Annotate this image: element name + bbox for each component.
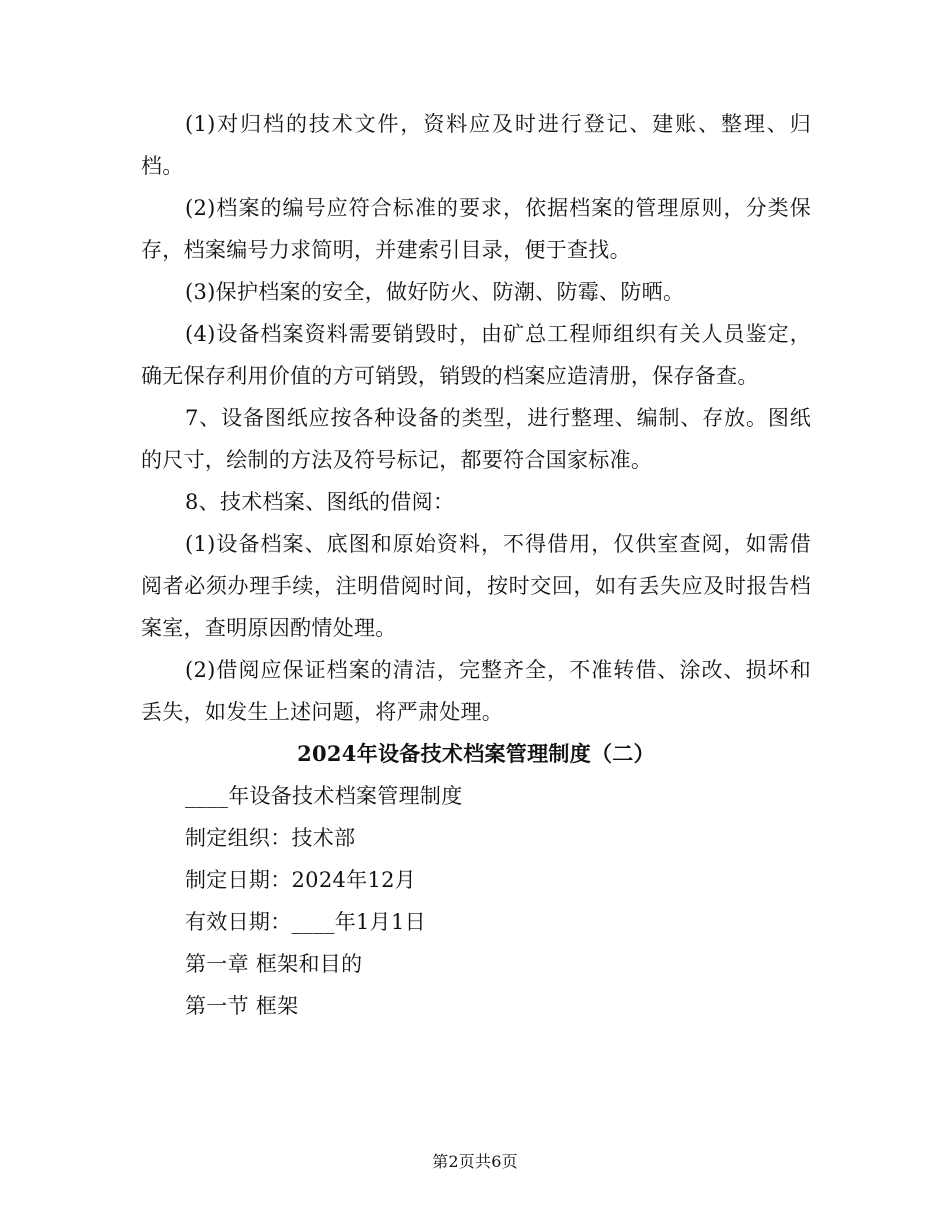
meta-line-organization: 制定组织：技术部 xyxy=(185,826,356,850)
meta-line-issue-date: 制定日期：2024年12月 xyxy=(185,868,417,892)
paragraph-borrowing-care: (2)借阅应保证档案的清洁，完整齐全，不准转借、涂改、损坏和丢失，如发生上述问题，将严肃处理。 xyxy=(141,658,811,724)
paragraph-archive-numbering: (2)档案的编号应符合标准的要求，依据档案的管理原则，分类保存，档案编号力求简明，并建索引目录，便于查找。 xyxy=(141,196,811,262)
meta-line-section-heading: 第一节 框架 xyxy=(185,994,299,1018)
paragraph-archive-registration: (1)对归档的技术文件，资料应及时进行登记、建账、整理、归档。 xyxy=(141,112,811,178)
paragraph-archive-destruction: (4)设备档案资料需要销毁时，由矿总工程师组织有关人员鉴定，确无保存利用价值的方可销毁，销毁的档案应造清册，保存备查。 xyxy=(141,322,811,388)
paragraph-borrowing-heading: 8、技术档案、图纸的借阅： xyxy=(185,490,455,514)
meta-line-document-name: ____年设备技术档案管理制度 xyxy=(185,784,463,808)
section-title: 2024年设备技术档案管理制度（二） xyxy=(297,741,655,766)
paragraph-archive-safety: (3)保护档案的安全，做好防火、防潮、防霉、防晒。 xyxy=(185,280,685,304)
meta-line-effective-date: 有效日期：____年1月1日 xyxy=(185,910,426,934)
page-number-footer: 第2页共6页 xyxy=(432,1152,518,1171)
paragraph-drawings-storage: 7、设备图纸应按各种设备的类型，进行整理、编制、存放。图纸的尺寸，绘制的方法及符号标记，都要符合国家标准。 xyxy=(141,406,811,472)
document-body xyxy=(141,103,811,1027)
paragraph-borrowing-rules: (1)设备档案、底图和原始资料，不得借用，仅供室查阅，如需借阅者必须办理手续，注明借阅时间，按时交回，如有丢失应及时报告档案室，查明原因酌情处理。 xyxy=(141,532,811,640)
meta-line-chapter-heading: 第一章 框架和目的 xyxy=(185,952,363,976)
